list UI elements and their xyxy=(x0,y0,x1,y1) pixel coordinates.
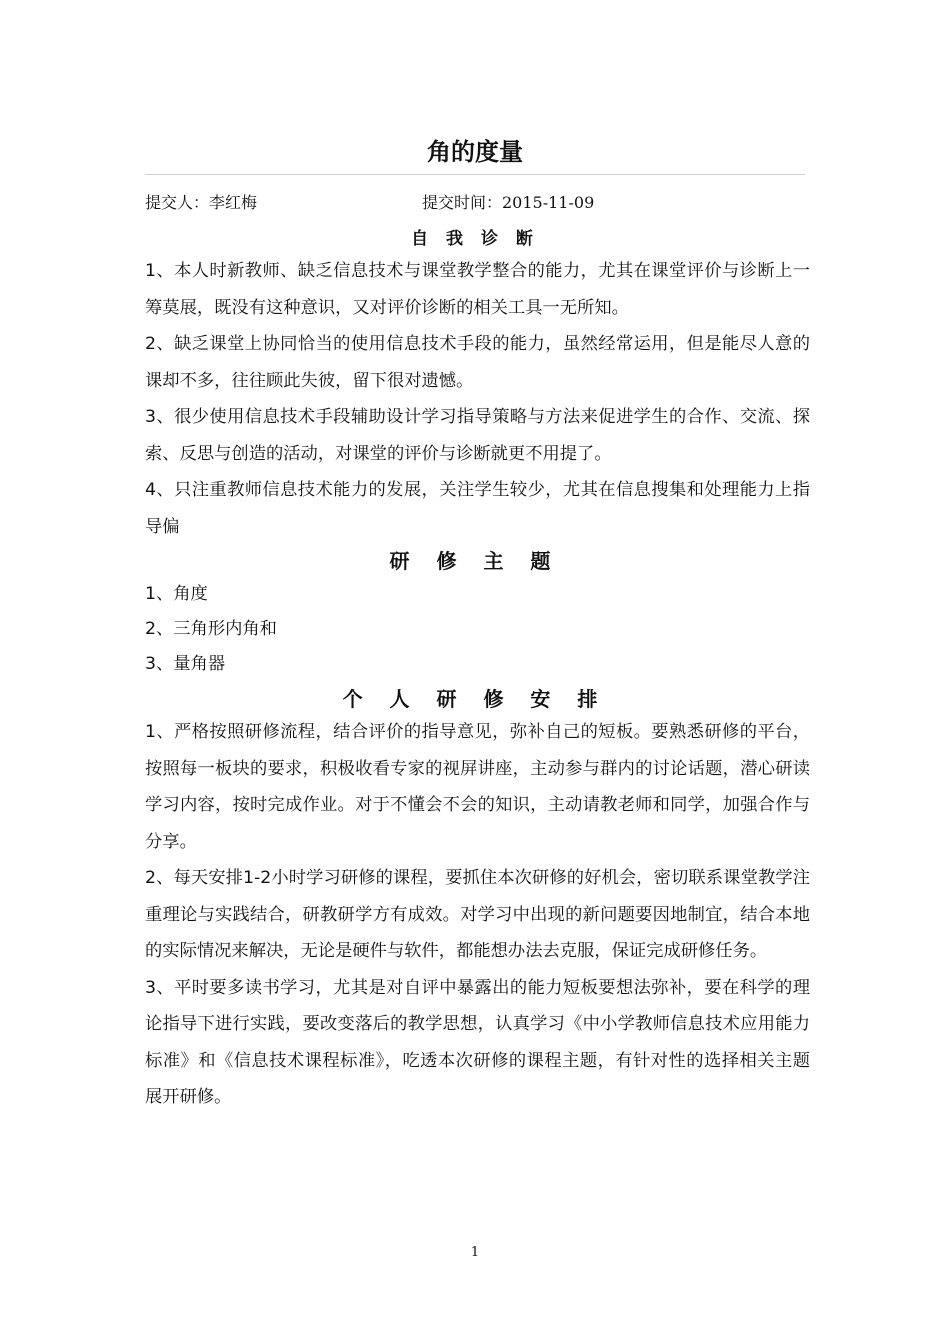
submitter-info: 提交人：李红梅 xyxy=(145,193,258,212)
submit-time: 提交时间：2015-11-09 xyxy=(422,193,595,212)
topic-item: 2、三角形内角和 xyxy=(145,619,277,639)
diagnosis-paragraph: 2、缺乏课堂上协同恰当的使用信息技术手段的能力，虽然经常运用，但是能尽人意的课却不多，往往顾此失彼，留下很对遗憾。 xyxy=(145,334,810,391)
diagnosis-paragraph: 1、本人时新教师、缺乏信息技术与课堂教学整合的能力，尤其在课堂评价与诊断上一筹莫展，既没有这种意识，又对评价诊断的相关工具一无所知。 xyxy=(145,261,810,318)
personal-plan-section xyxy=(145,714,810,1116)
diagnosis-paragraph: 4、只注重教师信息技术能力的发展，关注学生较少，尤其在信息搜集和处理能力上指导偏 xyxy=(145,480,810,537)
diagnosis-paragraph: 3、很少使用信息技术手段辅助设计学习指导策略与方法来促进学生的合作、交流、探索、反思与创造的活动，对课堂的评价与诊断就更不用提了。 xyxy=(145,407,810,464)
title-divider xyxy=(145,174,805,175)
plan-paragraph: 1、严格按照研修流程，结合评价的指导意见，弥补自己的短板。要熟悉研修的平台，按照每一板块的要求，积极收看专家的视屏讲座，主动参与群内的讨论话题，潜心研读学习内容，按时完成作业。对于不懂会不会的知识，主动请教老师和同学，加强合作与分享。 xyxy=(145,722,810,852)
self-diagnosis-heading: 自 我 诊 断 xyxy=(411,229,539,249)
topic-item: 1、角度 xyxy=(145,584,208,604)
document-title: 角的度量 xyxy=(427,138,523,166)
topic-item: 3、量角器 xyxy=(145,654,226,674)
plan-paragraph: 3、平时要多读书学习，尤其是对自评中暴露出的能力短板要想法弥补，要在科学的理论指导下进行实践，要改变落后的教学思想，认真学习《中小学教师信息技术应用能力标准》和《信息技术课程标准》，吃透本次研修的课程主题，有针对性的选择相关主题展开研修。 xyxy=(145,977,810,1107)
plan-paragraph: 2、每天安排1-2小时学习研修的课程，要抓住本次研修的好机会，密切联系课堂教学注重理论与实践结合，研教研学方有成效。对学习中出现的新问题要因地制宜，结合本地的实际情况来解决，无论是硬件与软件，都能想办法去克服，保证完成研修任务。 xyxy=(145,868,810,961)
research-topics-heading: 研 修 主 题 xyxy=(389,549,561,573)
self-diagnosis-section xyxy=(145,253,810,545)
research-topics-list xyxy=(145,577,810,682)
page-number: 1 xyxy=(470,1245,480,1260)
personal-plan-heading: 个 人 研 修 安 排 xyxy=(342,687,608,711)
